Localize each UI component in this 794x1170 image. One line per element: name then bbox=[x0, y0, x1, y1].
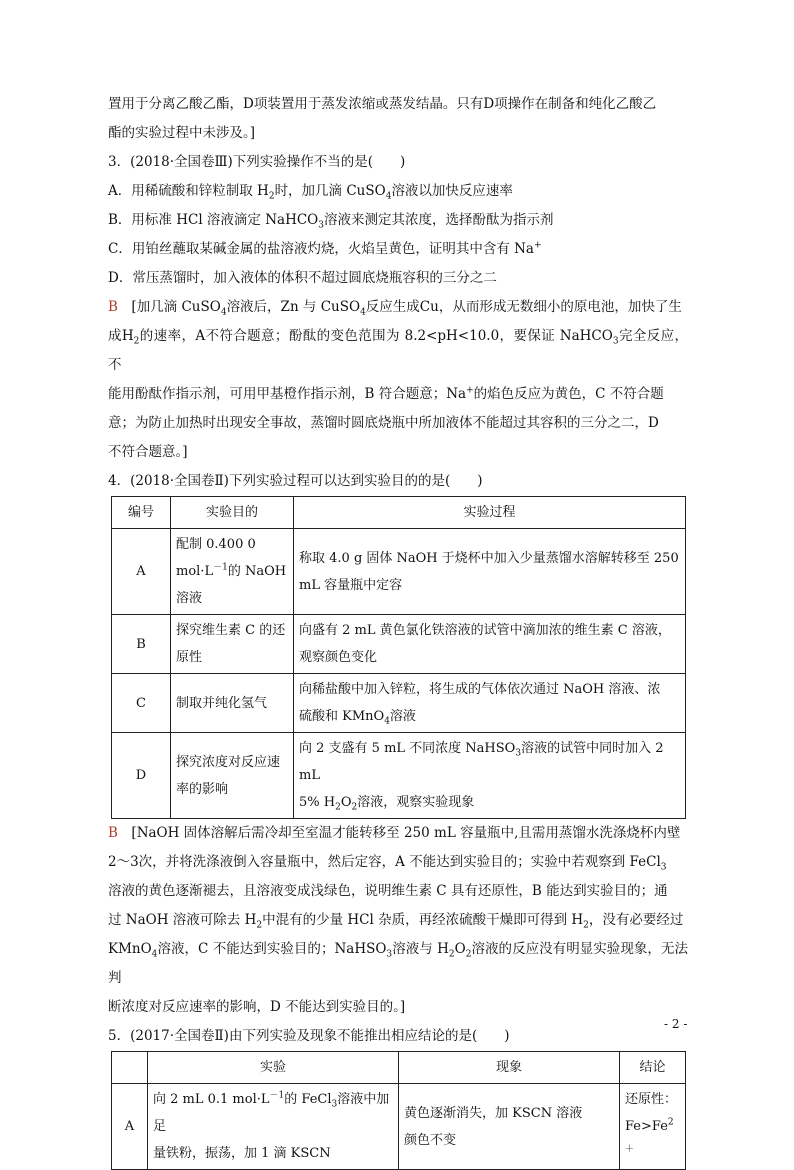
q4-explanation-4: 过 NaOH 溶液可除去 $H_2$中混有的少量 HCl 杂质，再经浓硫酸干燥即可得到 $H_2$，没有必要经过 bbox=[108, 912, 684, 931]
q5-header-conclusion: 结论 bbox=[620, 1052, 686, 1084]
q5-header-phenomenon: 现象 bbox=[399, 1052, 620, 1084]
table-row bbox=[112, 733, 686, 819]
q4-row-c-process: 向稀盐酸中加入锌粒，将生成的气体依次通过 NaOH 溶液、浓 硫酸和 KMnO$_4$溶液 bbox=[294, 674, 686, 733]
q4-row-a-id: A bbox=[112, 529, 171, 615]
q4-stem: 4．(2018·全国卷Ⅱ)下列实验过程可以达到实验目的的是( ) bbox=[108, 473, 483, 489]
q3-stem: 3．(2018·全国卷Ⅲ)下列实验操作不当的是( ) bbox=[108, 154, 406, 170]
q4-header-row bbox=[112, 497, 686, 529]
q4-row-b-id: B bbox=[112, 615, 171, 674]
q4-header-purpose: 实验目的 bbox=[171, 497, 294, 529]
page-body bbox=[108, 90, 688, 1170]
q4-row-b-purpose: 探究维生素 C 的还 原性 bbox=[171, 615, 294, 674]
q3-option-c: C．用铂丝蘸取某碱金属的盐溶液灼烧，火焰呈黄色，证明其中含有 Na+ bbox=[108, 240, 542, 257]
q4-explanation-2: 2～3次，并将洗涤液倒入容量瓶中，然后定容，A 不能达到实验目的；实验中若观察到 FeCl$_3$ bbox=[108, 854, 667, 873]
table-row bbox=[112, 529, 686, 615]
q4-row-d-process: 向 2 支盛有 5 mL 不同浓度 NaHSO$_3$溶液的试管中同时加入 2 mL 5% $H_2O_2$溶液，观察实验现象 bbox=[294, 733, 686, 819]
q5-table bbox=[111, 1051, 686, 1170]
q4-answer-letter: B bbox=[108, 825, 118, 841]
table-row bbox=[112, 674, 686, 733]
q4-row-d-purpose: 探究浓度对反应速 率的影响 bbox=[171, 733, 294, 819]
q5-header-row bbox=[112, 1052, 686, 1084]
intro-line-1: 置用于分离乙酸乙酯，D项装置用于蒸发浓缩或蒸发结晶。只有D项操作在制备和纯化乙酸乙 bbox=[108, 96, 657, 112]
q3-explanation-3: 能用酚酞作指示剂，可用甲基橙作指示剂，B 符合题意；Na+的焰色反应为黄色，C 不符合题 bbox=[108, 385, 664, 402]
q4-explanation: B [NaOH 固体溶解后需冷却至室温才能转移至 250 mL 容量瓶中,且需用蒸馏水洗涤烧杯内壁 bbox=[108, 825, 681, 841]
intro-line-2: 酯的实验过程中未涉及。] bbox=[108, 125, 256, 141]
table-row bbox=[112, 1084, 686, 1170]
q4-row-d-id: D bbox=[112, 733, 171, 819]
q5-stem: 5．(2017·全国卷Ⅱ)由下列实验及现象不能推出相应结论的是( ) bbox=[108, 1028, 510, 1044]
q4-explanation-6: 断浓度对反应速率的影响，D 不能达到实验目的。] bbox=[108, 999, 406, 1015]
page-number: - 2 - bbox=[664, 1017, 688, 1031]
q3-option-b: B．用标准 HCl 溶液滴定 NaHCO$_3$溶液来测定其浓度，选择酚酞为指示剂 bbox=[108, 212, 554, 231]
table-row bbox=[112, 615, 686, 674]
q3-explanation-4: 意；为防止加热时出现安全事故，蒸馏时圆底烧瓶中所加液体不能超过其容积的三分之二，D bbox=[108, 415, 659, 431]
q5-row-a-phenomenon: 黄色逐渐消失，加 KSCN 溶液 颜色不变 bbox=[399, 1084, 620, 1170]
q4-row-a-process: 称取 4.0 g 固体 NaOH 于烧杯中加入少量蒸馏水溶解转移至 250 mL 容量瓶中定容 bbox=[294, 529, 686, 615]
q4-table bbox=[111, 496, 686, 819]
q5-row-a-id: A bbox=[112, 1084, 148, 1170]
q3-answer-letter: B bbox=[108, 299, 118, 315]
q3-option-d: D．常压蒸馏时，加入液体的体积不超过圆底烧瓶容积的三分之二 bbox=[108, 270, 497, 286]
q4-explanation-5: KMnO$_4$溶液，C 不能达到实验目的；NaHSO$_3$溶液与 $H_2O_2$溶液的反应没有明显实验现象，无法判 bbox=[108, 941, 688, 986]
q4-header-process: 实验过程 bbox=[294, 497, 686, 529]
q5-header-id bbox=[112, 1052, 148, 1084]
q4-row-b-process: 向盛有 2 mL 黄色氯化铁溶液的试管中滴加浓的维生素 C 溶液， 观察颜色变化 bbox=[294, 615, 686, 674]
q4-row-c-id: C bbox=[112, 674, 171, 733]
q5-row-a-conclusion: 还原性： $Fe>Fe^{2+}$ bbox=[620, 1084, 686, 1170]
q5-row-a-experiment: 向 2 mL 0.1 $mol\cdot L^{-1}$的 FeCl$_3$溶液中加足 量铁粉，振荡，加 1 滴 KSCN bbox=[148, 1084, 399, 1170]
q4-row-c-purpose: 制取并纯化氢气 bbox=[171, 674, 294, 733]
q3-explanation: B [加几滴 CuSO$_4$溶液后，Zn 与 CuSO$_4$反应生成Cu，从而形成无数细小的原电池，加快了生 bbox=[108, 299, 682, 318]
q4-row-a-purpose: 配制 0.400 0 $mol\cdot L^{-1}$的 NaOH 溶液 bbox=[171, 529, 294, 615]
q3-option-a: A．用稀硫酸和锌粒制取 $H_2$时，加几滴 CuSO$_4$溶液以加快反应速率 bbox=[108, 183, 513, 202]
q4-header-id: 编号 bbox=[112, 497, 171, 529]
q4-explanation-3: 溶液的黄色逐渐褪去，且溶液变成浅绿色，说明维生素 C 具有还原性，B 能达到实验目的；通 bbox=[108, 883, 668, 899]
q3-explanation-2: 成$H_2$的速率，A不符合题意；酚酞的变色范围为 8.2<pH<10.0，要保证 NaHCO$_3$完全反应，不 bbox=[108, 328, 689, 373]
q5-header-experiment: 实验 bbox=[148, 1052, 399, 1084]
q3-explanation-5: 不符合题意。] bbox=[108, 444, 188, 460]
